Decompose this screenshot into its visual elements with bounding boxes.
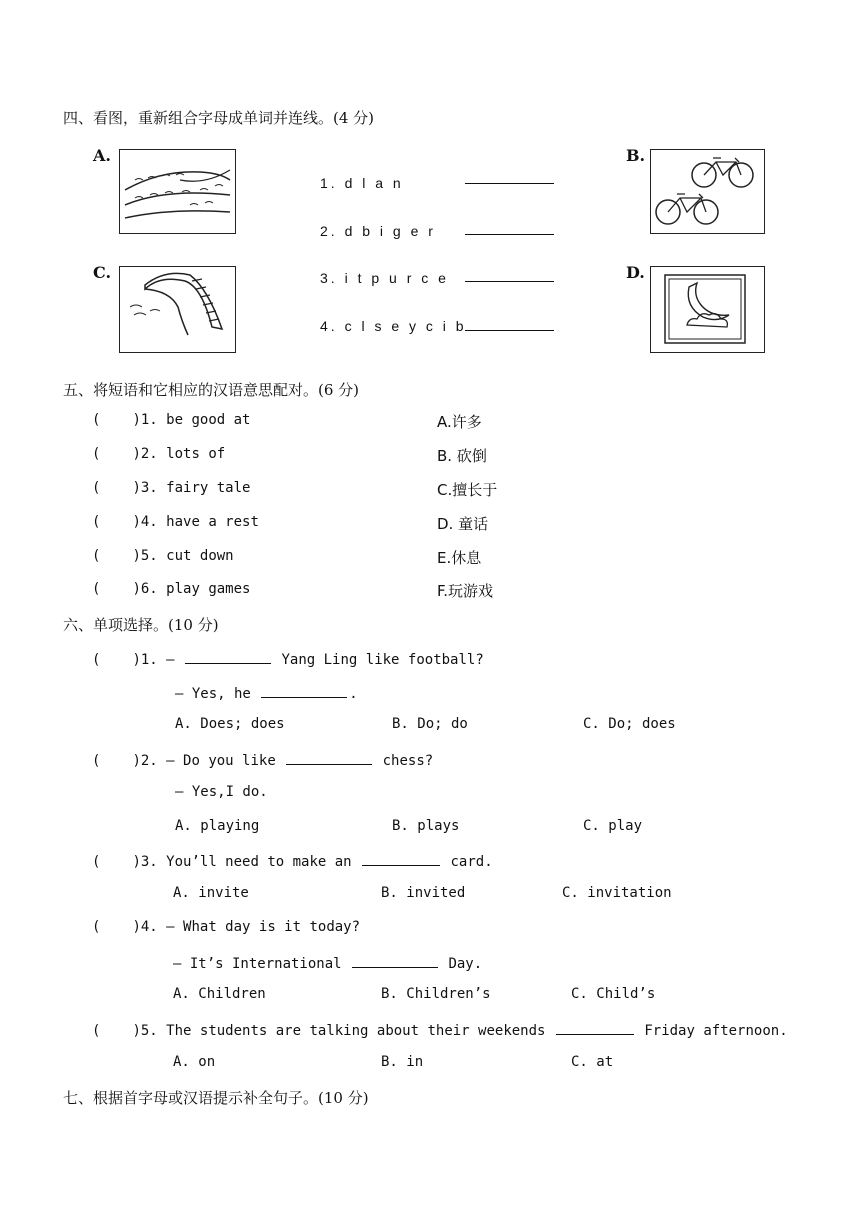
option-a[interactable]: A. on bbox=[173, 1054, 216, 1070]
field-icon bbox=[120, 150, 235, 233]
match-option-e: E.休息 bbox=[437, 549, 482, 567]
item-number: )2. bbox=[132, 446, 158, 462]
option-b[interactable]: B. in bbox=[381, 1054, 424, 1070]
paren-open: ( bbox=[92, 548, 101, 564]
blank[interactable] bbox=[556, 1020, 634, 1035]
question-number: )5. bbox=[132, 1023, 158, 1039]
match-item-1 bbox=[92, 412, 250, 428]
paren-open: ( bbox=[92, 753, 101, 769]
picture-b bbox=[650, 149, 765, 234]
option-a[interactable]: A. Does; does bbox=[175, 716, 285, 732]
item-number: )5. bbox=[132, 548, 158, 564]
match-option-c: C.擅长于 bbox=[437, 481, 498, 499]
question-text: — What day is it today? bbox=[166, 919, 361, 935]
option-c[interactable]: C. at bbox=[571, 1054, 614, 1070]
paren-open: ( bbox=[92, 514, 101, 530]
option-b[interactable]: B. invited bbox=[381, 885, 466, 901]
match-option-a: A.许多 bbox=[437, 413, 482, 431]
blank[interactable] bbox=[286, 750, 372, 765]
match-item-3 bbox=[92, 480, 250, 496]
picture-a bbox=[119, 149, 236, 234]
phrase-en: lots of bbox=[166, 446, 226, 462]
answer-line-1[interactable] bbox=[465, 183, 554, 184]
match-item-2 bbox=[92, 446, 225, 462]
question-text: You’ll need to make an bbox=[166, 854, 352, 870]
question-text-end: Friday afternoon. bbox=[644, 1023, 788, 1039]
question-3 bbox=[92, 851, 493, 870]
paren-open: ( bbox=[92, 446, 101, 462]
paren-open: ( bbox=[92, 854, 101, 870]
picture-a-label: A. bbox=[93, 146, 111, 165]
question-text-end: card. bbox=[450, 854, 493, 870]
answer-line-2[interactable] bbox=[465, 234, 554, 235]
question-text: Yang Ling like football? bbox=[281, 652, 484, 668]
blank[interactable] bbox=[261, 683, 347, 698]
match-option-b: B. 砍倒 bbox=[437, 447, 487, 465]
question-2-reply: — Yes,I do. bbox=[175, 784, 268, 800]
answer-line-3[interactable] bbox=[465, 281, 554, 282]
question-2 bbox=[92, 750, 433, 769]
match-option-f: F.玩游戏 bbox=[437, 582, 493, 600]
picture-b-label: B. bbox=[626, 146, 646, 165]
section4-title: 四、看图，重新组合字母成单词并连线。(4 分) bbox=[63, 109, 375, 127]
option-b[interactable]: B. Do; do bbox=[392, 716, 468, 732]
question-4-reply bbox=[173, 953, 482, 972]
reply-end: Day. bbox=[448, 956, 483, 972]
scrambled-word-4: 4. c l s e y c i b bbox=[320, 318, 467, 334]
item-number: )4. bbox=[132, 514, 158, 530]
option-a[interactable]: A. invite bbox=[173, 885, 249, 901]
item-number: )3. bbox=[132, 480, 158, 496]
match-item-5 bbox=[92, 548, 234, 564]
question-text: The students are talking about their weekends bbox=[166, 1023, 546, 1039]
scrambled-word-2: 2. d b i g e r bbox=[320, 223, 436, 239]
picture-d-label: D. bbox=[626, 263, 645, 282]
phrase-en: play games bbox=[166, 581, 251, 597]
paren-open: ( bbox=[92, 652, 101, 668]
option-a[interactable]: A. Children bbox=[173, 986, 266, 1002]
phrase-en: cut down bbox=[166, 548, 234, 564]
dash: — bbox=[166, 652, 175, 668]
question-text-end: chess? bbox=[382, 753, 434, 769]
phrase-en: be good at bbox=[166, 412, 251, 428]
paren-open: ( bbox=[92, 480, 101, 496]
section6-title: 六、单项选择。(10 分) bbox=[63, 616, 219, 634]
phrase-en: fairy tale bbox=[166, 480, 251, 496]
reply-text: — It’s International bbox=[173, 956, 342, 972]
bicycles-icon bbox=[651, 150, 764, 233]
question-number: )1. bbox=[132, 652, 158, 668]
question-number: )3. bbox=[132, 854, 158, 870]
option-b[interactable]: B. plays bbox=[392, 818, 460, 834]
option-c[interactable]: C. play bbox=[583, 818, 643, 834]
scrambled-word-3: 3. i t p u r c e bbox=[320, 270, 449, 286]
picture-c-label: C. bbox=[93, 263, 112, 282]
answer-line-4[interactable] bbox=[465, 330, 554, 331]
question-1-reply bbox=[175, 683, 358, 702]
match-item-4 bbox=[92, 514, 259, 530]
option-c[interactable]: C. Child’s bbox=[571, 986, 656, 1002]
question-number: )4. bbox=[132, 919, 158, 935]
match-option-d: D. 童话 bbox=[437, 515, 489, 533]
option-c[interactable]: C. invitation bbox=[562, 885, 672, 901]
paren-open: ( bbox=[92, 581, 101, 597]
paren-open: ( bbox=[92, 412, 101, 428]
question-5 bbox=[92, 1020, 788, 1039]
option-b[interactable]: B. Children’s bbox=[381, 986, 491, 1002]
paren-open: ( bbox=[92, 919, 101, 935]
blank[interactable] bbox=[362, 851, 440, 866]
moon-picture-icon bbox=[651, 267, 764, 352]
paren-open: ( bbox=[92, 1023, 101, 1039]
scrambled-word-1: 1. d l a n bbox=[320, 175, 404, 191]
question-number: )2. bbox=[132, 753, 158, 769]
picture-c bbox=[119, 266, 236, 353]
question-1 bbox=[92, 649, 484, 668]
reply-end: . bbox=[349, 686, 358, 702]
section5-title: 五、将短语和它相应的汉语意思配对。(6 分) bbox=[63, 381, 360, 399]
option-a[interactable]: A. playing bbox=[175, 818, 260, 834]
blank[interactable] bbox=[185, 649, 271, 664]
blank[interactable] bbox=[352, 953, 438, 968]
option-c[interactable]: C. Do; does bbox=[583, 716, 676, 732]
slide-icon bbox=[120, 267, 235, 352]
question-text: — Do you like bbox=[166, 753, 276, 769]
section7-title: 七、根据首字母或汉语提示补全句子。(10 分) bbox=[63, 1089, 369, 1107]
picture-d bbox=[650, 266, 765, 353]
match-item-6 bbox=[92, 581, 250, 597]
reply-text: — Yes, he bbox=[175, 686, 251, 702]
question-4 bbox=[92, 919, 360, 935]
item-number: )1. bbox=[132, 412, 158, 428]
phrase-en: have a rest bbox=[166, 514, 259, 530]
item-number: )6. bbox=[132, 581, 158, 597]
